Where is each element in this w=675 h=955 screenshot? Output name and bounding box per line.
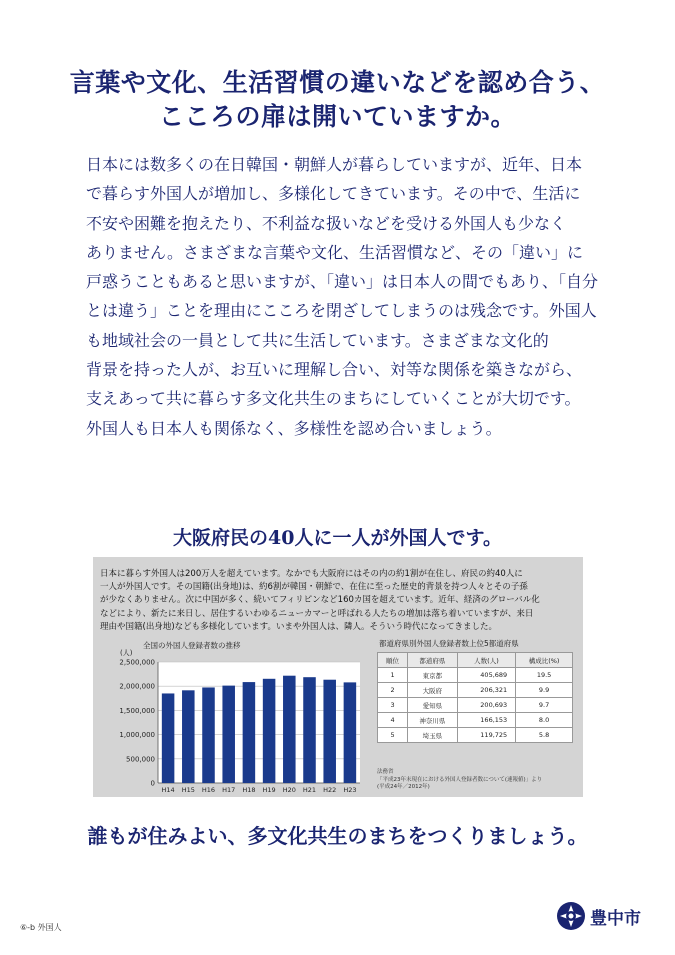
body-line: ありません。さまざまな言葉や文化、生活習慣など、その「違い」に <box>86 242 583 262</box>
title-line-2: こころの扉は開いていますか。 <box>158 102 516 131</box>
cell-prefecture: 愛知県 <box>408 698 458 713</box>
body-line: で暮らす外国人が増加し、多様化してきています。その中で、生活に <box>86 184 581 204</box>
prefecture-table-box <box>373 638 578 798</box>
y-tick-label: 500,000 <box>126 755 155 764</box>
panel-line: が少なくありません。次に中国が多く、続いてフィリピンなど160カ国を超えています。近年、経済のグローバル化 <box>100 595 540 606</box>
chart-bar <box>344 682 357 783</box>
city-name: 豊中市 <box>590 909 641 929</box>
cell-ratio: 5.8 <box>516 728 573 743</box>
cell-ratio: 19.5 <box>516 668 573 683</box>
x-tick-label: H16 <box>201 786 216 794</box>
cell-ratio: 9.9 <box>516 683 573 698</box>
chart-svg <box>98 640 368 795</box>
footer-note: ⑥-b 外国人 <box>20 923 62 932</box>
chart-bar <box>283 676 296 783</box>
body-line: も地域社会の一員として共に生活しています。さまざまな文化的 <box>86 330 549 350</box>
chart-bar <box>243 682 256 783</box>
cell-prefecture: 東京都 <box>408 668 458 683</box>
cell-rank: 5 <box>378 728 408 743</box>
cell-prefecture: 神奈川県 <box>408 713 458 728</box>
chart-bar <box>182 690 195 783</box>
title-line-1: 言葉や文化、生活習慣の違いなどを認め合う、 <box>69 68 606 97</box>
header-count: 人数(人) <box>457 653 515 668</box>
closing-slogan: 誰もが住みよい、多文化共生のまちをつくりましょう。 <box>87 824 588 848</box>
body-paragraph <box>86 150 606 443</box>
body-line: 戸惑うこともあると思いますが、「違い」は日本人の間でもあり、「自分 <box>86 272 599 292</box>
table-row <box>378 713 573 728</box>
table-source <box>377 769 577 792</box>
body-line: とは違う」ことを理由にこころを閉ざしてしまうのは残念です。外国人 <box>86 301 597 321</box>
y-tick-label: 0 <box>150 779 155 788</box>
prefecture-table <box>377 652 573 743</box>
x-tick-label: H21 <box>302 786 317 794</box>
page-title <box>0 66 675 134</box>
x-tick-label: H23 <box>343 786 357 794</box>
body-line: 日本には数多くの在日韓国・朝鮮人が暮らしていますが、近年、日本 <box>86 155 583 174</box>
cell-rank: 4 <box>378 713 408 728</box>
header-prefecture: 都道府県 <box>408 653 458 668</box>
y-tick-label: 2,000,000 <box>119 682 155 691</box>
table-row <box>378 668 573 683</box>
y-tick-label: 1,500,000 <box>119 706 155 715</box>
source-line: 法務省 <box>377 769 394 775</box>
chart-bar <box>222 686 235 783</box>
table-title: 都道府県別外国人登録者数上位5都道府県 <box>379 639 519 648</box>
registrants-chart <box>98 640 368 795</box>
city-logo <box>556 897 656 937</box>
cell-rank: 2 <box>378 683 408 698</box>
chart-bar <box>202 687 215 783</box>
panel-line: 理由や国籍(出身地)なども多様化しています。いまや外国人は、隣人。そういう時代になってきました。 <box>100 621 497 632</box>
panel-line: などにより、新たに来日し、居住するいわゆるニューカマーと呼ばれる人たちの増加は落ち着いていますが、来日 <box>100 608 534 619</box>
panel-line: 一人が外国人です。その国籍(出身地)は、約6割が韓国・朝鮮で、在住に至った歴史的背景を持つ人々とその子孫 <box>100 582 528 593</box>
section-subheading: 大阪府民の40人に一人が外国人です。 <box>173 527 502 549</box>
x-tick-label: H20 <box>282 786 296 794</box>
body-line: 不安や困難を抱えたり、不利益な扱いなどを受ける外国人も少なく <box>86 213 567 233</box>
cell-prefecture: 大阪府 <box>408 683 458 698</box>
y-tick-label: 2,500,000 <box>119 658 155 667</box>
x-tick-label: H22 <box>323 786 337 794</box>
body-line: 支えあって共に暮らす多文化共生のまちにしていくことが大切です。 <box>86 389 581 409</box>
city-emblem-icon <box>556 901 586 931</box>
cell-rank: 1 <box>378 668 408 683</box>
source-line: 「平成23年末現在における外国人登録者数について(速報値)」より <box>377 776 543 783</box>
table-header-row <box>378 653 573 668</box>
cell-count: 119,725 <box>457 728 515 743</box>
x-tick-label: H17 <box>222 786 236 794</box>
x-tick-label: H15 <box>181 786 195 794</box>
header-ratio: 構成比(%) <box>516 653 573 668</box>
cell-count: 166,153 <box>457 713 515 728</box>
chart-bar <box>263 679 276 783</box>
cell-count: 206,321 <box>457 683 515 698</box>
cell-count: 200,693 <box>457 698 515 713</box>
x-tick-label: H19 <box>262 786 276 794</box>
cell-ratio: 9.7 <box>516 698 573 713</box>
cell-rank: 3 <box>378 698 408 713</box>
x-tick-label: H18 <box>242 786 256 794</box>
table-row <box>378 698 573 713</box>
chart-title: 全国の外国人登録者数の推移 <box>143 641 241 650</box>
cell-ratio: 8.0 <box>516 713 573 728</box>
chart-bar <box>323 680 336 783</box>
panel-line: 日本に暮らす外国人は200万人を超えています。なかでも大阪府にはその内の約1割が在住し、府民の約40人に <box>100 569 523 579</box>
cell-count: 405,689 <box>457 668 515 683</box>
table-row <box>378 683 573 698</box>
y-tick-label: 1,000,000 <box>119 731 155 740</box>
chart-bar <box>162 693 175 783</box>
cell-prefecture: 埼玉県 <box>408 728 458 743</box>
body-line: 外国人も日本人も関係なく、多様性を認め合いましょう。 <box>86 418 502 438</box>
source-line: (平成24年／2012年) <box>377 784 430 790</box>
x-tick-label: H14 <box>161 786 175 794</box>
table-row <box>378 728 573 743</box>
panel-paragraph <box>100 568 580 634</box>
chart-bar <box>303 677 316 783</box>
chart-unit-label: (人) <box>120 649 133 657</box>
header-rank: 順位 <box>378 653 408 668</box>
body-line: 背景を持った人が、お互いに理解し合い、対等な関係を築きながら、 <box>86 360 583 380</box>
